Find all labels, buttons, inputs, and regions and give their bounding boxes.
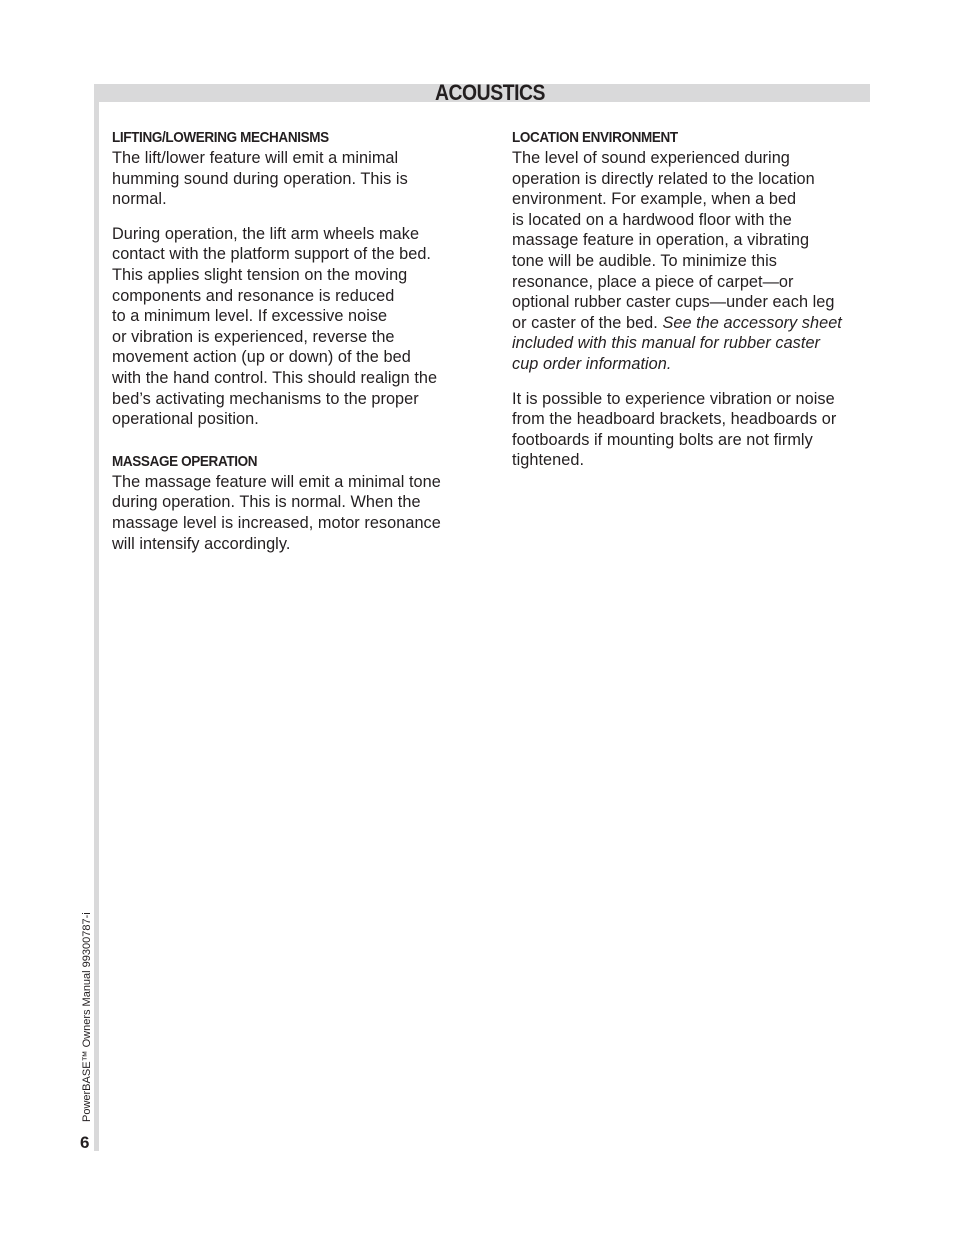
lifting-paragraph-1: The lift/lower feature will emit a minimal humming sound during operation. This is normal. [112,149,408,209]
massage-paragraph-1: The massage feature will emit a minimal tone during operation. This is normal. When the massage level is increased, motor resonance will intensify accordingly. [112,472,441,553]
page-title: ACOUSTICS [434,80,546,105]
section-heading-location: LOCATION ENVIRONMENT [512,129,678,146]
location-paragraph-1 [512,148,874,375]
lifting-paragraph-2: During operation, the lift arm wheels make contact with the platform support of the bed. This applies slight tension on the moving components and resonance is reduced to a minimum level. If excessive noise or vibration is experienced, reverse the movement action (up or down) of the bed with the hand control. This should realign the bed’s activating mechanisms to the proper operational position. [112,224,438,429]
location-paragraph-1-text: The level of sound experienced during operation is directly related to the location environment. For example, when a bed is located on a hardwood floor with the massage feature in operation, a vibrating tone will be audible. To minimize this resonance, place a piece of carpet—or optional rubber caster cups—under each leg or caster of the bed. [512,149,835,332]
location-paragraph-2: It is possible to experience vibration or noise from the headboard brackets, headboards or footboards if mounting bolts are not firmly tightened. [512,389,837,470]
section-heading-massage: MASSAGE OPERATION [112,452,258,470]
left-column [112,128,474,568]
page-number: 6 [80,1133,90,1152]
section-heading-lifting: LIFTING/LOWERING MECHANISMS [112,129,329,146]
left-margin-rule [94,84,99,1151]
accessory-sheet-note: See the accessory sheet included with this manual for rubber caster cup order information. [512,313,842,373]
right-column [512,128,874,485]
footer-manual-label: PowerBASE™ Owners Manual 99300787-i [81,912,93,1122]
